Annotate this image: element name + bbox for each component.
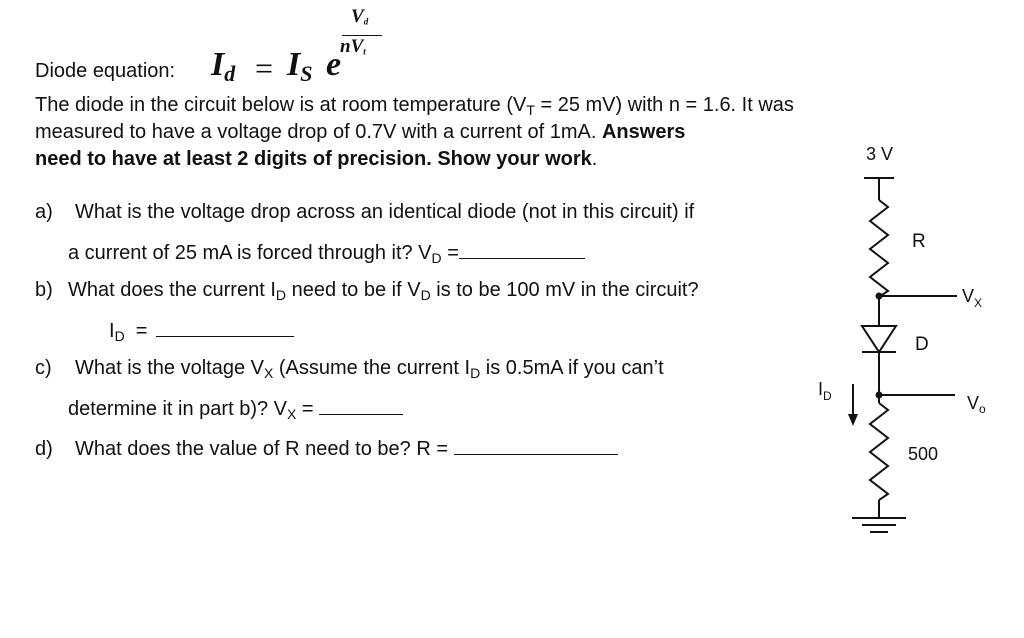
question-a-line-2: a current of 25 mA is forced through it? $V_D$ = [68, 240, 585, 265]
diode-equation [35, 6, 435, 86]
intro-line-3: need to have at least 2 digits of precision. Show your work. [35, 148, 598, 170]
equation-is: $I_S$ [287, 46, 313, 87]
circuit-diagram [800, 130, 1000, 550]
vx-label: $V_X$ [962, 286, 983, 310]
question-d-letter: d) [35, 438, 53, 460]
question-d-line-1: d) What does the value of R need to be? R = [35, 436, 618, 461]
exponent-numerator: $V_d$ [351, 6, 369, 27]
equation-label: Diode equation: [35, 60, 176, 82]
exponent-denominator: $nV_t$ [340, 36, 366, 57]
resistor-r-label: R [912, 231, 926, 252]
question-b-letter: b) [35, 279, 53, 301]
supply-label: 3 V [866, 144, 894, 164]
current-arrow-head [848, 414, 858, 426]
equation-equals: = [255, 50, 274, 86]
equation-id: $I_d$ [211, 46, 236, 87]
diode-label: D [915, 334, 929, 355]
question-c-letter: c) [35, 357, 52, 379]
vx-node-dot [876, 293, 883, 300]
answer-c-blank[interactable] [319, 396, 403, 415]
resistor-500-symbol [870, 403, 888, 500]
question-c-line-2: determine it in part b)? $V_X$ = [68, 396, 403, 421]
answer-b-blank[interactable] [156, 318, 294, 337]
question-b-line-1: b) What does the current $I_D$ need to be if $V_D$ is to be 100 mV in the circuit? [35, 279, 699, 303]
vo-label: $V_o$ [967, 393, 986, 416]
vo-node-dot [876, 392, 883, 399]
answer-d-blank[interactable] [454, 436, 618, 455]
diode-symbol [862, 326, 896, 352]
question-a-letter: a) [35, 201, 53, 223]
intro-line-2: measured to have a voltage drop of 0.7V with a current of 1mA. Answers [35, 121, 686, 143]
question-a-line-1: a) What is the voltage drop across an identical diode (not in this circuit) if [35, 201, 695, 223]
question-b-answer: $I_D$ = [109, 318, 294, 343]
current-label: $I_D$ [818, 379, 832, 403]
answer-a-blank[interactable] [459, 240, 585, 259]
equation-e: e [326, 46, 342, 83]
question-c-line-1: c) What is the voltage $V_X$ (Assume the current $I_D$ is 0.5mA if you can’t [35, 357, 664, 381]
resistor-500-label: 500 [908, 444, 939, 464]
intro-line-1: The diode in the circuit below is at room temperature ($V_T = 25$ mV) with n = 1.6. It was [35, 94, 794, 118]
resistor-r-symbol [870, 200, 888, 297]
